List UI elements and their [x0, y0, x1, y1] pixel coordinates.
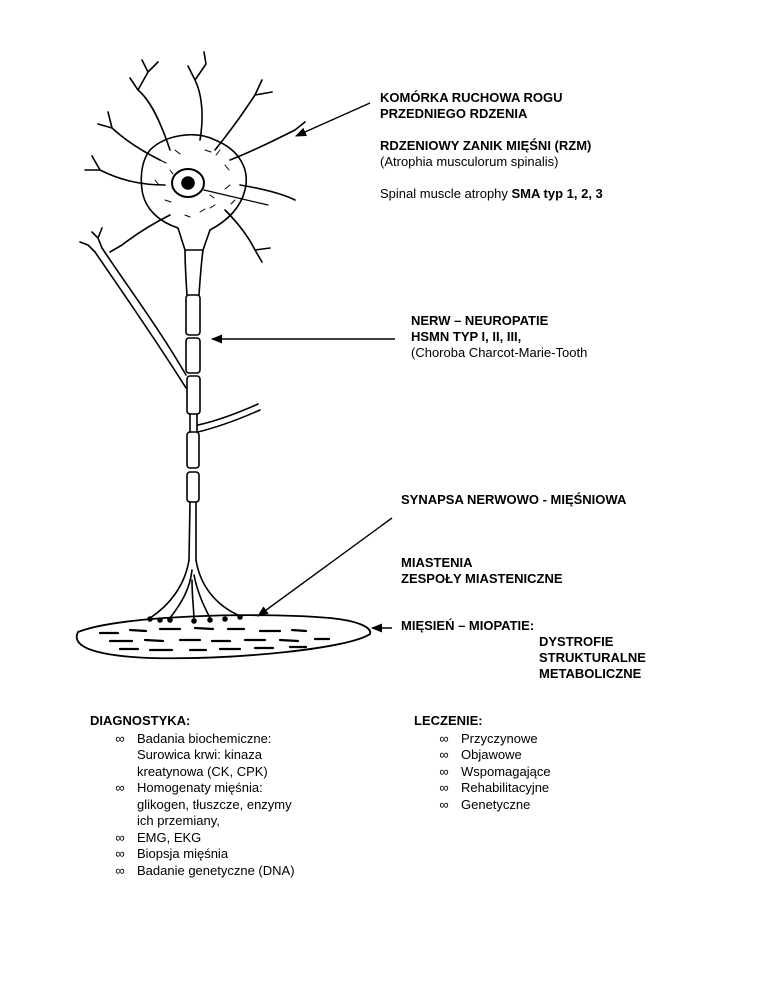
nerve-label-line3: (Choroba Charcot-Marie-Tooth	[411, 345, 588, 360]
axon	[186, 295, 200, 560]
diagnostics-item-text: EMG, EKG	[137, 829, 202, 845]
muscle-striations	[100, 628, 329, 650]
muscle-sub-dystrophy: DYSTROFIE	[539, 634, 614, 649]
diagnostics-item-text: Homogenaty mięśnia: glikogen, tłuszcze, enzymy ich przemiany,	[137, 780, 292, 828]
infinity-bullet-icon: ∞	[115, 846, 125, 861]
treatment-item-text: Przyczynowe	[461, 730, 538, 746]
infinity-bullet-icon: ∞	[115, 829, 125, 845]
infinity-bullet-icon: ∞	[115, 730, 125, 746]
sma-latin-label: (Atrophia musculorum spinalis)	[380, 154, 559, 169]
sma-english-label	[380, 186, 603, 202]
diagnostics-section	[90, 713, 390, 879]
muscle-label: MIĘSIEŃ – MIOPATIE:	[401, 618, 535, 633]
synapse-label: SYNAPSA NERWOWO - MIĘŚNIOWA	[401, 492, 627, 507]
diagnostics-item-text: Badanie genetyczne (DNA)	[137, 862, 295, 878]
infinity-bullet-icon: ∞	[439, 747, 449, 762]
motor-cell-label-line2: PRZEDNIEGO RDZENIA	[380, 106, 528, 121]
cell-body-texture	[155, 150, 235, 217]
treatment-item	[434, 764, 674, 781]
sma-english-prefix: Spinal muscle atrophy	[380, 186, 512, 201]
treatment-item	[434, 780, 674, 797]
diagnostics-item-text: Biopsja mięśnia	[137, 846, 229, 861]
axon-terminals	[148, 560, 242, 623]
nerve-label-line1: NERW – NEUROPATIE	[411, 313, 549, 328]
diagnostics-item-text: Badania biochemiczne: Surowica krwi: kinaza kreatynowa (CK, CPK)	[137, 730, 272, 779]
nucleolus	[182, 177, 194, 189]
infinity-bullet-icon: ∞	[439, 763, 449, 779]
diagnostics-item	[110, 846, 390, 863]
treatment-item-text: Rehabilitacyjne	[461, 780, 550, 795]
diagnostics-item	[110, 731, 390, 781]
infinity-bullet-icon: ∞	[439, 730, 449, 746]
sma-types: SMA typ 1, 2, 3	[511, 186, 603, 201]
muscle-sub-structural: STRUKTURALNE	[539, 650, 646, 665]
treatment-item	[434, 797, 674, 814]
muscle-fiber	[77, 615, 370, 658]
treatment-item-text: Wspomagające	[461, 763, 551, 779]
nerve-label-line2: HSMN TYP I, II, III,	[411, 329, 522, 344]
infinity-bullet-icon: ∞	[439, 796, 449, 812]
myasthenia-label-line1: MIASTENIA	[401, 555, 473, 570]
infinity-bullet-icon: ∞	[115, 780, 125, 795]
muscle-sub-metabolic: METABOLICZNE	[539, 666, 642, 681]
treatment-item	[434, 731, 674, 748]
treatment-item-text: Objawowe	[461, 747, 522, 762]
treatment-section	[414, 713, 674, 813]
dendrites	[85, 52, 305, 262]
motor-cell-label-line1: KOMÓRKA RUCHOWA ROGU	[380, 90, 563, 105]
treatment-item-text: Genetyczne	[461, 796, 531, 812]
sma-polish-label: RDZENIOWY ZANIK MIĘŚNI (RZM)	[380, 138, 592, 153]
treatment-item	[434, 747, 674, 764]
infinity-bullet-icon: ∞	[115, 862, 125, 878]
treatment-title: LECZENIE:	[414, 713, 483, 728]
diagnostics-title: DIAGNOSTYKA:	[90, 713, 191, 728]
infinity-bullet-icon: ∞	[439, 780, 449, 795]
diagnostics-item	[110, 830, 390, 847]
diagnostics-item	[110, 780, 390, 830]
diagnostics-item	[110, 863, 390, 880]
cell-body	[141, 135, 246, 250]
myasthenia-label-line2: ZESPOŁY MIASTENICZNE	[401, 571, 563, 586]
